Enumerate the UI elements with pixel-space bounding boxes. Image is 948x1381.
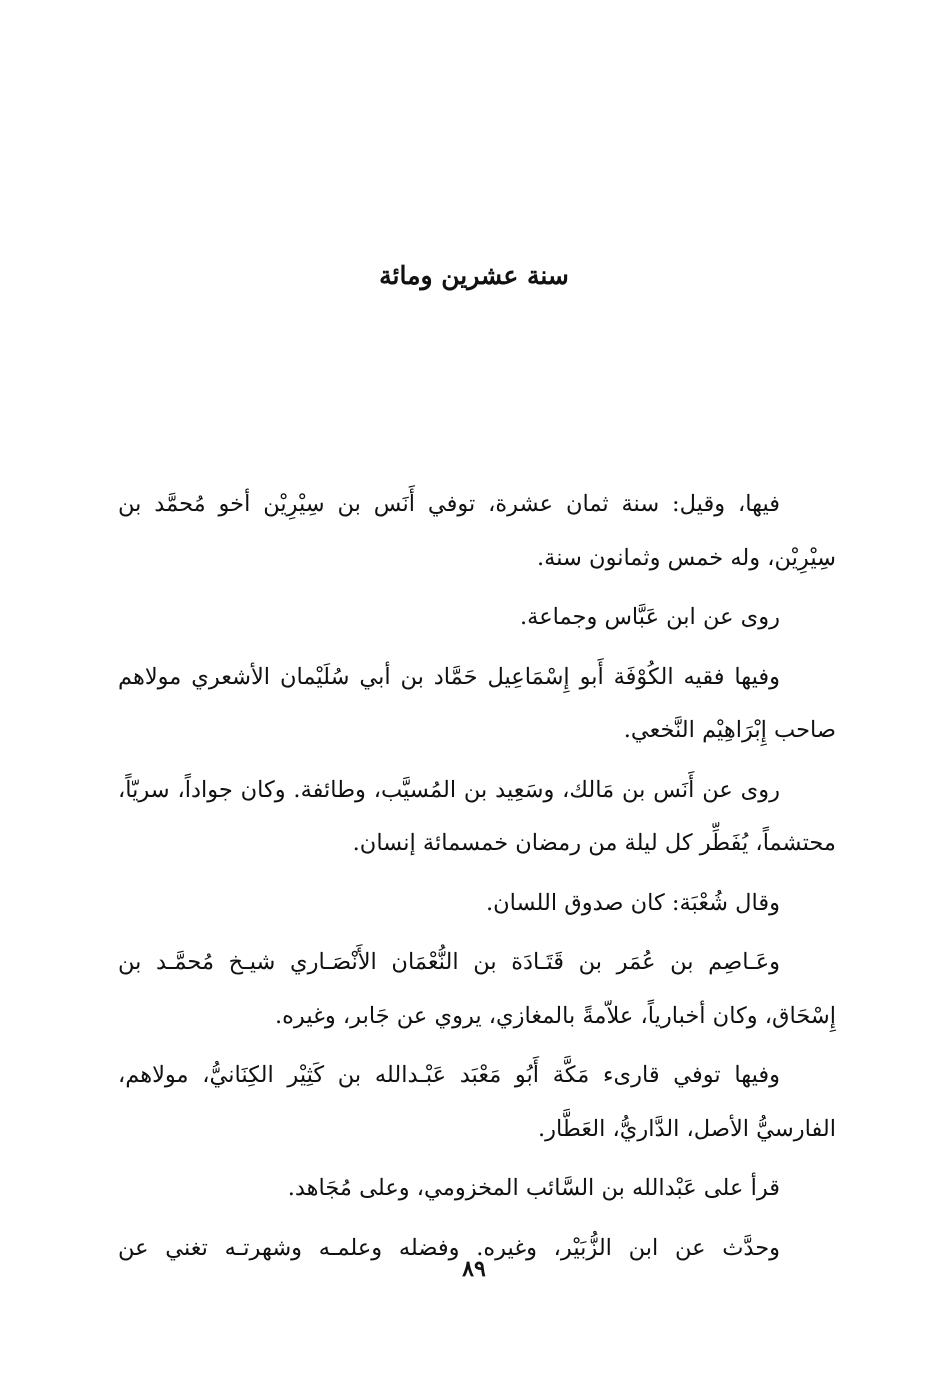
paragraph: روى عن ابن عَبَّاس وجماعة. (520, 604, 780, 630)
paragraph: وفيها فقيه الكُوْفَة أَبو إِسْمَاعِيل حَمَّاد بن أبي سُلَيْمان الأشعري مولاهم صاحب إِبْرَاهِيْم النَّخعي. (118, 663, 836, 743)
paragraph: وحدَّث عن ابن الزُّبَيْر، وغيره. وفضله وعلمـه وشهرتـه تغني عن (118, 1234, 780, 1261)
page-number: ٨٩ (462, 1256, 486, 1282)
paragraph: فيها، وقيل: سنة ثمان عشرة، توفي أَنَس بن سِيْرِيْن أخو مُحمَّد بن سِيْرِيْن، وله خمس وثمانون سنة. (118, 491, 836, 571)
paragraph: وقال شُعْبَة: كان صدوق اللسان. (485, 889, 780, 916)
paragraph: قرأ على عَبْدالله بن السَّائب المخزومي، وعلى مُجَاهد. (287, 1175, 780, 1201)
paragraph: وعَـاصِم بن عُمَر بن قَتَـادَة بن النُّعْمَان الأَنْصَـاري شيـخ مُحمَّـد بن إِسْحَاق، وكان أخبارياً، علاّمةً بالمغازي، يروي عن جَابر، وغيره. (118, 949, 836, 1029)
paragraph: روى عن أَنَس بن مَالك، وسَعِيد بن المُسيَّب، وطائفة. وكان جواداً، سريّاً، محتشماً، يُفَطِّر كل ليلة من رمضان خمسمائة إنسان. (118, 776, 836, 856)
chapter-title: سنة عشرين ومائة (379, 261, 569, 290)
body-text (118, 478, 836, 1281)
paragraph: وفيها توفي قارىء مَكَّة أَبُو مَعْبَد عَبْـدالله بن كَثِيْر الكِنَانيُّ، مولاهم، الفارسيُّ الأصل، الدَّاريُّ، العَطَّار. (118, 1062, 836, 1142)
